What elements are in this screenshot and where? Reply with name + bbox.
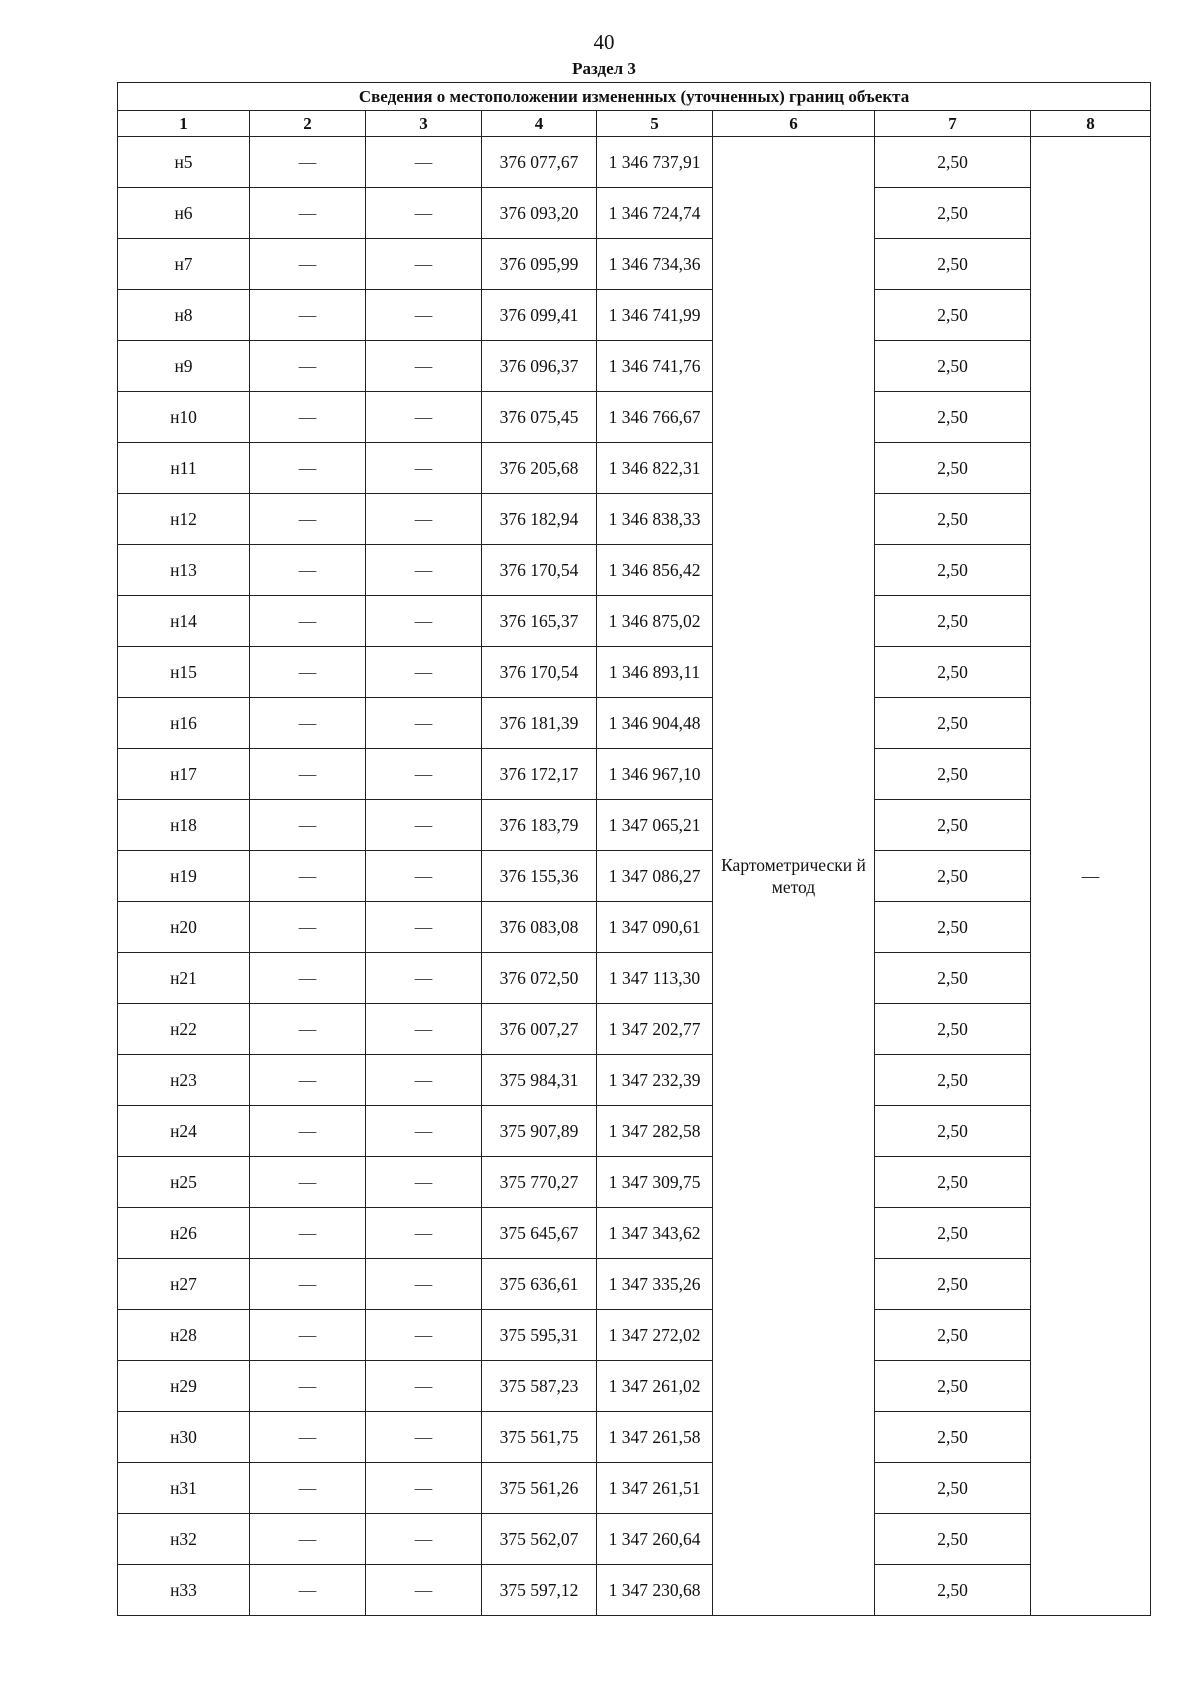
table-row xyxy=(118,596,1151,647)
point-cell: н28 xyxy=(118,1310,250,1361)
column3-cell: — xyxy=(366,851,482,902)
y-coordinate-cell: 1 347 230,68 xyxy=(597,1565,713,1616)
x-coordinate-cell: 375 561,75 xyxy=(482,1412,597,1463)
accuracy-cell: 2,50 xyxy=(875,545,1031,596)
x-coordinate-cell: 376 172,17 xyxy=(482,749,597,800)
accuracy-cell: 2,50 xyxy=(875,290,1031,341)
table-row xyxy=(118,647,1151,698)
accuracy-cell: 2,50 xyxy=(875,749,1031,800)
y-coordinate-cell: 1 346 904,48 xyxy=(597,698,713,749)
column-number-row xyxy=(118,111,1151,137)
y-coordinate-cell: 1 347 282,58 xyxy=(597,1106,713,1157)
accuracy-cell: 2,50 xyxy=(875,1361,1031,1412)
y-coordinate-cell: 1 346 741,76 xyxy=(597,341,713,392)
x-coordinate-cell: 376 155,36 xyxy=(482,851,597,902)
accuracy-cell: 2,50 xyxy=(875,1412,1031,1463)
table-row xyxy=(118,392,1151,443)
accuracy-cell: 2,50 xyxy=(875,494,1031,545)
column-number: 3 xyxy=(366,111,482,137)
table-row xyxy=(118,851,1151,902)
accuracy-cell: 2,50 xyxy=(875,341,1031,392)
table-row xyxy=(118,1463,1151,1514)
y-coordinate-cell: 1 346 724,74 xyxy=(597,188,713,239)
column2-cell: — xyxy=(250,1463,366,1514)
column-number: 7 xyxy=(875,111,1031,137)
x-coordinate-cell: 376 095,99 xyxy=(482,239,597,290)
column3-cell: — xyxy=(366,1361,482,1412)
y-coordinate-cell: 1 347 086,27 xyxy=(597,851,713,902)
y-coordinate-cell: 1 346 741,99 xyxy=(597,290,713,341)
point-cell: н10 xyxy=(118,392,250,443)
point-cell: н31 xyxy=(118,1463,250,1514)
x-coordinate-cell: 376 007,27 xyxy=(482,1004,597,1055)
column2-cell: — xyxy=(250,851,366,902)
column3-cell: — xyxy=(366,953,482,1004)
y-coordinate-cell: 1 347 261,02 xyxy=(597,1361,713,1412)
table-row xyxy=(118,698,1151,749)
point-cell: н11 xyxy=(118,443,250,494)
accuracy-cell: 2,50 xyxy=(875,188,1031,239)
y-coordinate-cell: 1 347 260,64 xyxy=(597,1514,713,1565)
column-number: 2 xyxy=(250,111,366,137)
x-coordinate-cell: 376 170,54 xyxy=(482,647,597,698)
column3-cell: — xyxy=(366,1565,482,1616)
y-coordinate-cell: 1 347 113,30 xyxy=(597,953,713,1004)
column2-cell: — xyxy=(250,902,366,953)
column2-cell: — xyxy=(250,1259,366,1310)
boundary-table xyxy=(117,82,1151,1616)
point-cell: н21 xyxy=(118,953,250,1004)
x-coordinate-cell: 376 099,41 xyxy=(482,290,597,341)
x-coordinate-cell: 376 181,39 xyxy=(482,698,597,749)
column-number: 4 xyxy=(482,111,597,137)
point-cell: н25 xyxy=(118,1157,250,1208)
column3-cell: — xyxy=(366,902,482,953)
point-cell: н13 xyxy=(118,545,250,596)
y-coordinate-cell: 1 346 875,02 xyxy=(597,596,713,647)
x-coordinate-cell: 375 561,26 xyxy=(482,1463,597,1514)
table-row xyxy=(118,137,1151,188)
accuracy-cell: 2,50 xyxy=(875,698,1031,749)
x-coordinate-cell: 376 165,37 xyxy=(482,596,597,647)
column3-cell: — xyxy=(366,1259,482,1310)
x-coordinate-cell: 376 183,79 xyxy=(482,800,597,851)
y-coordinate-cell: 1 346 893,11 xyxy=(597,647,713,698)
column2-cell: — xyxy=(250,1565,366,1616)
table-row xyxy=(118,1565,1151,1616)
method-cell: Картометрически й метод xyxy=(713,137,875,1616)
x-coordinate-cell: 375 597,12 xyxy=(482,1565,597,1616)
accuracy-cell: 2,50 xyxy=(875,392,1031,443)
point-cell: н15 xyxy=(118,647,250,698)
column3-cell: — xyxy=(366,341,482,392)
y-coordinate-cell: 1 347 065,21 xyxy=(597,800,713,851)
column-number: 5 xyxy=(597,111,713,137)
x-coordinate-cell: 376 075,45 xyxy=(482,392,597,443)
accuracy-cell: 2,50 xyxy=(875,443,1031,494)
x-coordinate-cell: 375 587,23 xyxy=(482,1361,597,1412)
column2-cell: — xyxy=(250,1004,366,1055)
accuracy-cell: 2,50 xyxy=(875,953,1031,1004)
column3-cell: — xyxy=(366,545,482,596)
point-cell: н29 xyxy=(118,1361,250,1412)
table-row xyxy=(118,443,1151,494)
accuracy-cell: 2,50 xyxy=(875,647,1031,698)
table-body xyxy=(118,137,1151,1616)
column3-cell: — xyxy=(366,647,482,698)
accuracy-cell: 2,50 xyxy=(875,1106,1031,1157)
accuracy-cell: 2,50 xyxy=(875,1055,1031,1106)
x-coordinate-cell: 376 083,08 xyxy=(482,902,597,953)
point-cell: н30 xyxy=(118,1412,250,1463)
table-row xyxy=(118,290,1151,341)
column3-cell: — xyxy=(366,188,482,239)
column2-cell: — xyxy=(250,1412,366,1463)
column2-cell: — xyxy=(250,749,366,800)
column3-cell: — xyxy=(366,137,482,188)
y-coordinate-cell: 1 347 202,77 xyxy=(597,1004,713,1055)
column2-cell: — xyxy=(250,596,366,647)
column3-cell: — xyxy=(366,1514,482,1565)
point-cell: н7 xyxy=(118,239,250,290)
section-title: Раздел 3 xyxy=(572,59,636,78)
y-coordinate-cell: 1 347 343,62 xyxy=(597,1208,713,1259)
y-coordinate-cell: 1 346 734,36 xyxy=(597,239,713,290)
y-coordinate-cell: 1 347 232,39 xyxy=(597,1055,713,1106)
column2-cell: — xyxy=(250,1106,366,1157)
column-number: 1 xyxy=(118,111,250,137)
y-coordinate-cell: 1 346 822,31 xyxy=(597,443,713,494)
y-coordinate-cell: 1 347 261,51 xyxy=(597,1463,713,1514)
page-number: 40 xyxy=(593,30,615,54)
column2-cell: — xyxy=(250,1310,366,1361)
table-row xyxy=(118,1361,1151,1412)
column3-cell: — xyxy=(366,749,482,800)
y-coordinate-cell: 1 347 090,61 xyxy=(597,902,713,953)
x-coordinate-cell: 375 984,31 xyxy=(482,1055,597,1106)
point-cell: н16 xyxy=(118,698,250,749)
column3-cell: — xyxy=(366,1208,482,1259)
x-coordinate-cell: 376 205,68 xyxy=(482,443,597,494)
column2-cell: — xyxy=(250,239,366,290)
table-row xyxy=(118,1157,1151,1208)
column3-cell: — xyxy=(366,443,482,494)
point-cell: н12 xyxy=(118,494,250,545)
y-coordinate-cell: 1 347 261,58 xyxy=(597,1412,713,1463)
accuracy-cell: 2,50 xyxy=(875,902,1031,953)
point-cell: н24 xyxy=(118,1106,250,1157)
table-row xyxy=(118,494,1151,545)
x-coordinate-cell: 376 170,54 xyxy=(482,545,597,596)
y-coordinate-cell: 1 346 838,33 xyxy=(597,494,713,545)
accuracy-cell: 2,50 xyxy=(875,800,1031,851)
column2-cell: — xyxy=(250,137,366,188)
table-row xyxy=(118,1004,1151,1055)
column3-cell: — xyxy=(366,1310,482,1361)
table-row xyxy=(118,902,1151,953)
table-row xyxy=(118,1514,1151,1565)
accuracy-cell: 2,50 xyxy=(875,1208,1031,1259)
column3-cell: — xyxy=(366,1157,482,1208)
column3-cell: — xyxy=(366,239,482,290)
x-coordinate-cell: 376 182,94 xyxy=(482,494,597,545)
column2-cell: — xyxy=(250,698,366,749)
accuracy-cell: 2,50 xyxy=(875,596,1031,647)
accuracy-cell: 2,50 xyxy=(875,1463,1031,1514)
point-cell: н6 xyxy=(118,188,250,239)
column2-cell: — xyxy=(250,1157,366,1208)
column3-cell: — xyxy=(366,392,482,443)
point-cell: н14 xyxy=(118,596,250,647)
x-coordinate-cell: 375 645,67 xyxy=(482,1208,597,1259)
column2-cell: — xyxy=(250,188,366,239)
column3-cell: — xyxy=(366,1412,482,1463)
point-cell: н17 xyxy=(118,749,250,800)
table-row xyxy=(118,1055,1151,1106)
column-number: 8 xyxy=(1031,111,1151,137)
column2-cell: — xyxy=(250,647,366,698)
point-cell: н32 xyxy=(118,1514,250,1565)
point-cell: н19 xyxy=(118,851,250,902)
point-cell: н27 xyxy=(118,1259,250,1310)
point-cell: н33 xyxy=(118,1565,250,1616)
x-coordinate-cell: 376 072,50 xyxy=(482,953,597,1004)
table-row xyxy=(118,800,1151,851)
x-coordinate-cell: 375 562,07 xyxy=(482,1514,597,1565)
accuracy-cell: 2,50 xyxy=(875,1514,1031,1565)
column2-cell: — xyxy=(250,443,366,494)
accuracy-cell: 2,50 xyxy=(875,137,1031,188)
accuracy-cell: 2,50 xyxy=(875,239,1031,290)
column2-cell: — xyxy=(250,545,366,596)
column2-cell: — xyxy=(250,1208,366,1259)
column2-cell: — xyxy=(250,341,366,392)
point-cell: н23 xyxy=(118,1055,250,1106)
column2-cell: — xyxy=(250,1055,366,1106)
y-coordinate-cell: 1 346 766,67 xyxy=(597,392,713,443)
column3-cell: — xyxy=(366,1106,482,1157)
column3-cell: — xyxy=(366,1004,482,1055)
accuracy-cell: 2,50 xyxy=(875,851,1031,902)
y-coordinate-cell: 1 346 967,10 xyxy=(597,749,713,800)
column3-cell: — xyxy=(366,1463,482,1514)
x-coordinate-cell: 375 907,89 xyxy=(482,1106,597,1157)
column2-cell: — xyxy=(250,953,366,1004)
point-cell: н9 xyxy=(118,341,250,392)
table-row xyxy=(118,188,1151,239)
column2-cell: — xyxy=(250,392,366,443)
table-row xyxy=(118,953,1151,1004)
accuracy-cell: 2,50 xyxy=(875,1259,1031,1310)
x-coordinate-cell: 375 770,27 xyxy=(482,1157,597,1208)
column2-cell: — xyxy=(250,494,366,545)
column2-cell: — xyxy=(250,1514,366,1565)
y-coordinate-cell: 1 346 737,91 xyxy=(597,137,713,188)
y-coordinate-cell: 1 347 272,02 xyxy=(597,1310,713,1361)
point-cell: н26 xyxy=(118,1208,250,1259)
table-caption: Сведения о местоположении измененных (уточненных) границ объекта xyxy=(118,83,1151,111)
table-row xyxy=(118,239,1151,290)
table-row xyxy=(118,1259,1151,1310)
column-number: 6 xyxy=(713,111,875,137)
point-cell: н8 xyxy=(118,290,250,341)
column2-cell: — xyxy=(250,800,366,851)
x-coordinate-cell: 376 077,67 xyxy=(482,137,597,188)
table-row xyxy=(118,749,1151,800)
column3-cell: — xyxy=(366,1055,482,1106)
x-coordinate-cell: 375 636,61 xyxy=(482,1259,597,1310)
column8-cell: — xyxy=(1031,137,1151,1616)
y-coordinate-cell: 1 346 856,42 xyxy=(597,545,713,596)
point-cell: н5 xyxy=(118,137,250,188)
y-coordinate-cell: 1 347 309,75 xyxy=(597,1157,713,1208)
column2-cell: — xyxy=(250,1361,366,1412)
x-coordinate-cell: 376 096,37 xyxy=(482,341,597,392)
accuracy-cell: 2,50 xyxy=(875,1157,1031,1208)
column3-cell: — xyxy=(366,290,482,341)
accuracy-cell: 2,50 xyxy=(875,1004,1031,1055)
column3-cell: — xyxy=(366,800,482,851)
table-row xyxy=(118,341,1151,392)
table-row xyxy=(118,545,1151,596)
x-coordinate-cell: 376 093,20 xyxy=(482,188,597,239)
table-row xyxy=(118,1106,1151,1157)
column3-cell: — xyxy=(366,698,482,749)
y-coordinate-cell: 1 347 335,26 xyxy=(597,1259,713,1310)
x-coordinate-cell: 375 595,31 xyxy=(482,1310,597,1361)
point-cell: н22 xyxy=(118,1004,250,1055)
column2-cell: — xyxy=(250,290,366,341)
table-row xyxy=(118,1208,1151,1259)
table-row xyxy=(118,1412,1151,1463)
point-cell: н20 xyxy=(118,902,250,953)
point-cell: н18 xyxy=(118,800,250,851)
column3-cell: — xyxy=(366,596,482,647)
accuracy-cell: 2,50 xyxy=(875,1310,1031,1361)
column3-cell: — xyxy=(366,494,482,545)
table-row xyxy=(118,1310,1151,1361)
accuracy-cell: 2,50 xyxy=(875,1565,1031,1616)
